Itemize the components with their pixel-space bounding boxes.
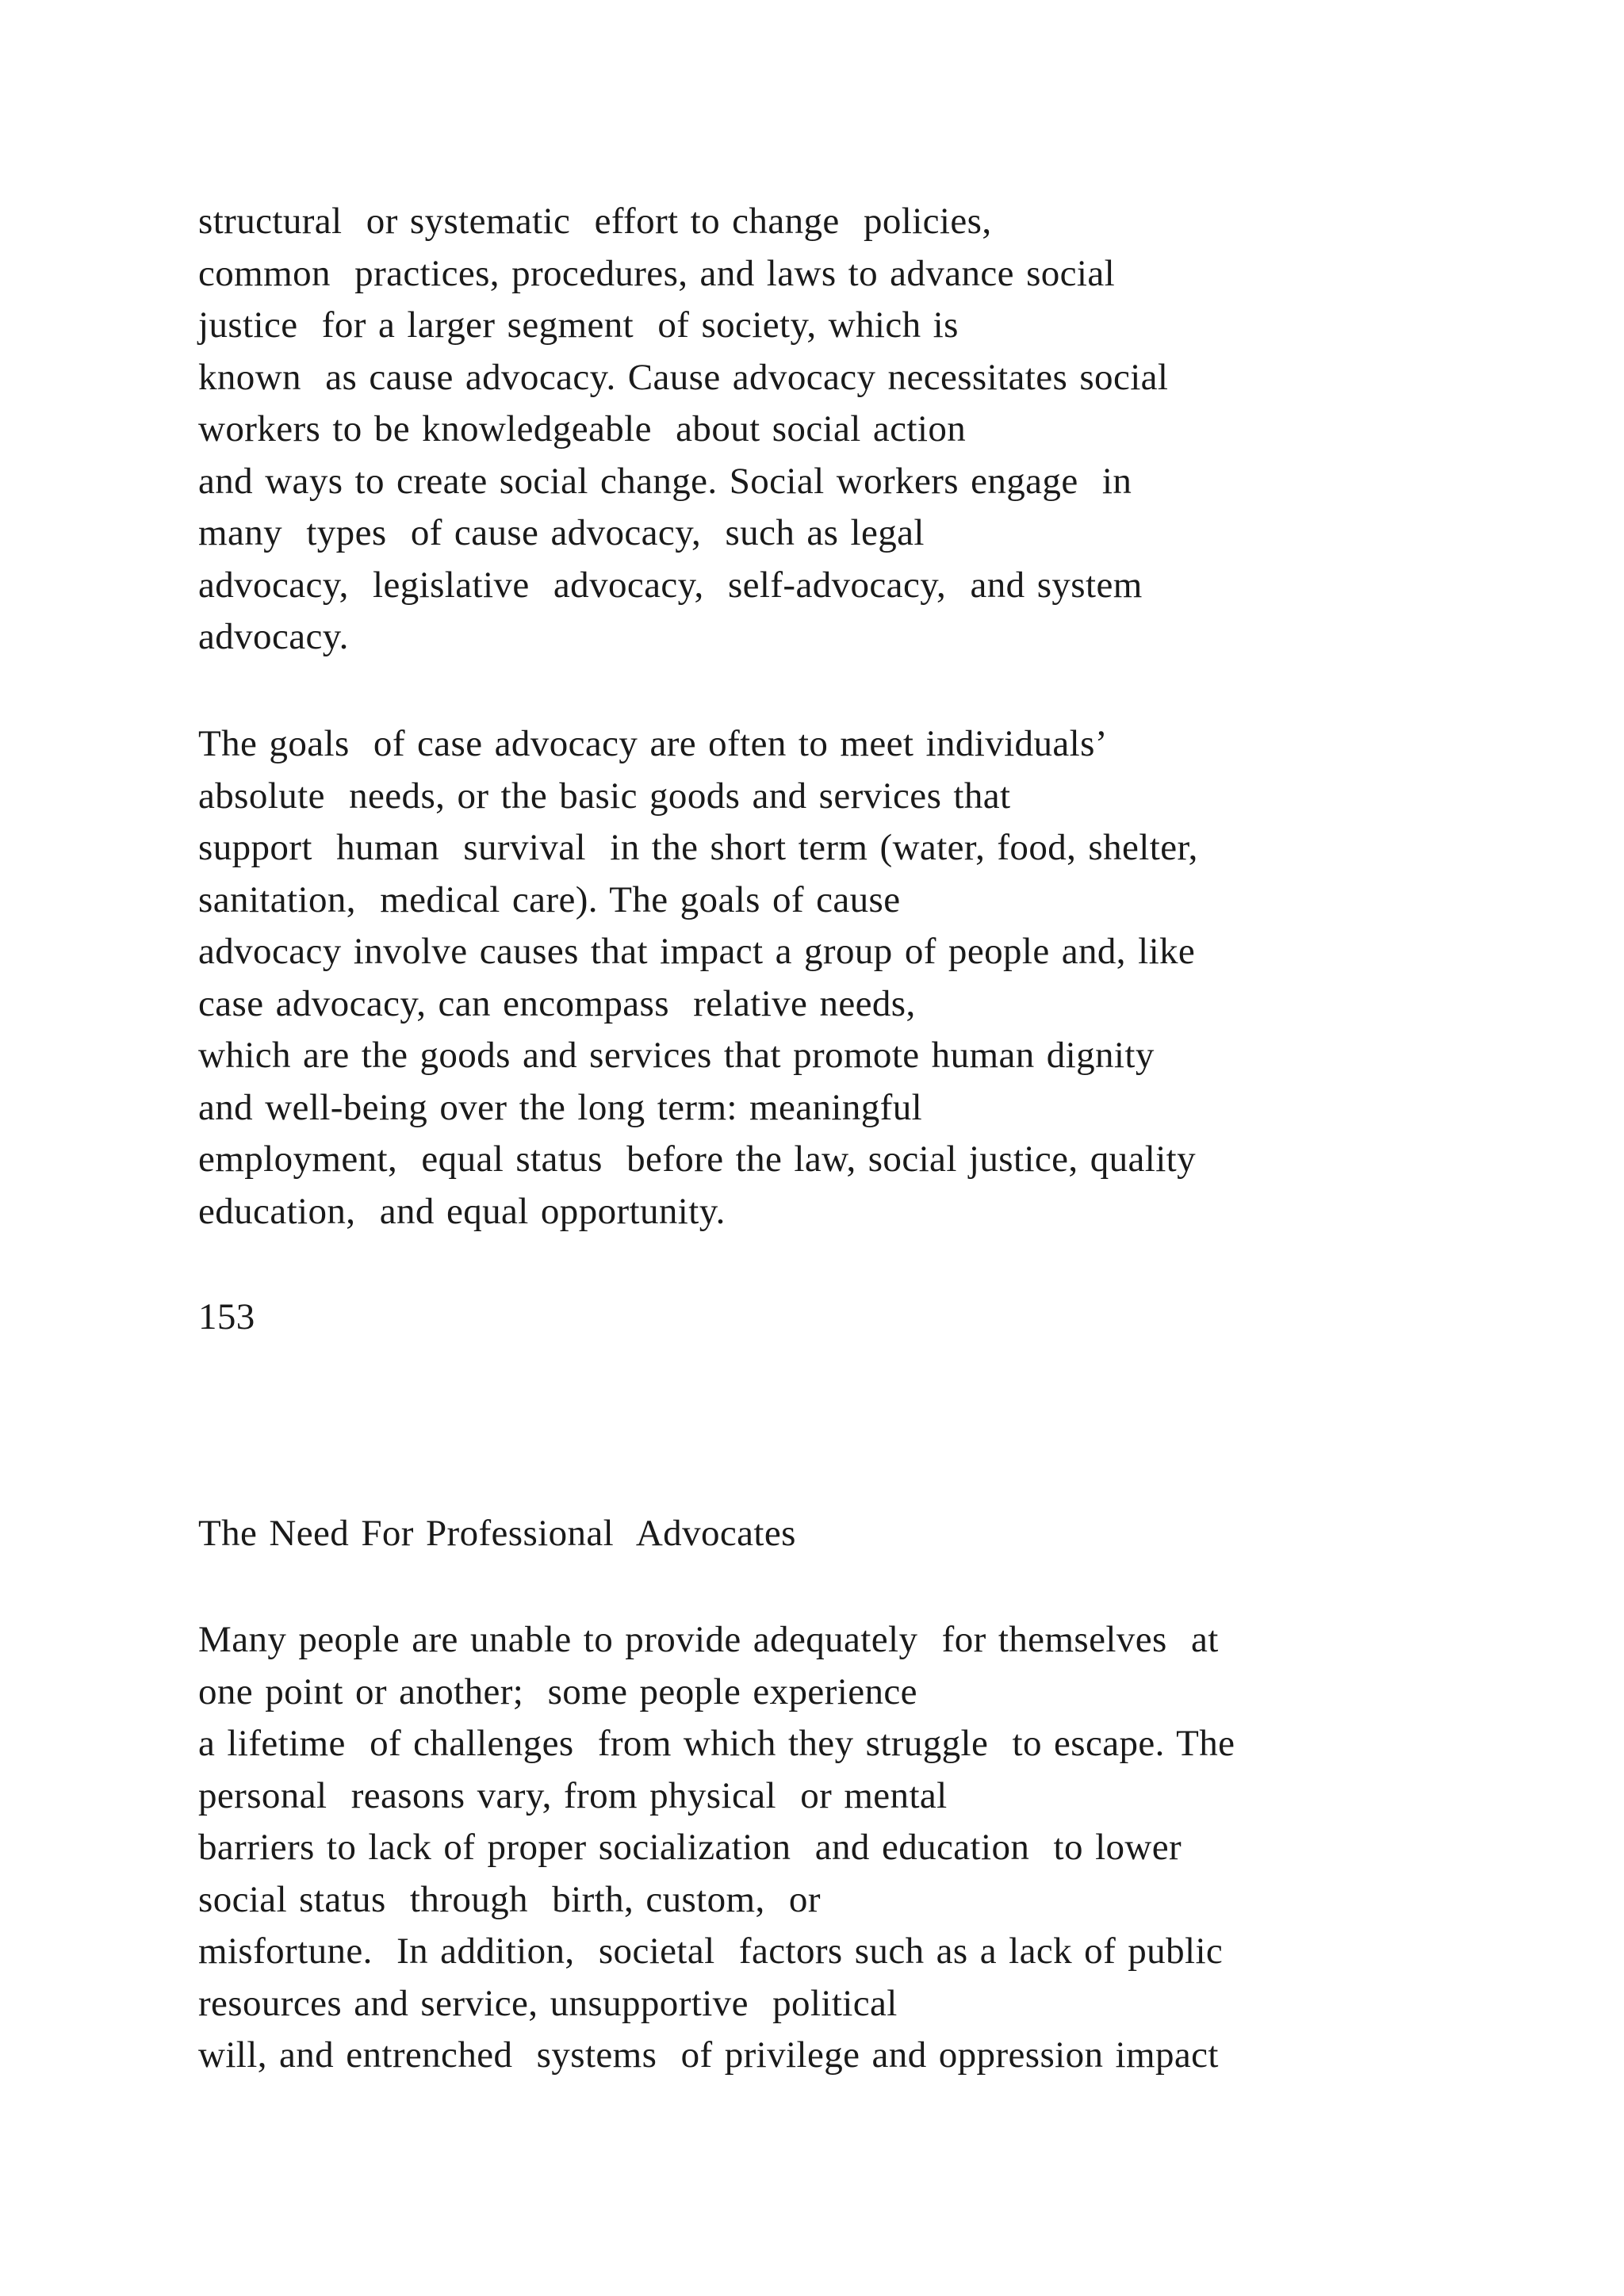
text-line: which are the goods and services that promote human dignity [198, 1035, 1155, 1076]
text-line: barriers to lack of proper socialization and education to lower [198, 1827, 1182, 1868]
text-line: and ways to create social change. Social workers engage in [198, 460, 1132, 502]
text-line: absolute needs, or the basic goods and services that [198, 775, 1011, 817]
text-line: resources and service, unsupportive political [198, 1982, 898, 2024]
text-line: common practices, procedures, and laws to advance social [198, 252, 1116, 294]
text-line: case advocacy, can encompass relative needs, [198, 982, 916, 1024]
text-line: will, and entrenched systems of privilege and oppression impact [198, 2034, 1219, 2076]
text-line: advocacy. [198, 616, 349, 657]
text-line: social status through birth, custom, or [198, 1878, 821, 1920]
text-line: one point or another; some people experience [198, 1670, 917, 1712]
text-line: justice for a larger segment of society, which is [198, 304, 959, 346]
text-line: a lifetime of challenges from which they struggle to escape. The [198, 1723, 1235, 1764]
text-line: advocacy, legislative advocacy, self-advocacy, and system [198, 564, 1143, 606]
text-line: workers to be knowledgeable about social action [198, 408, 967, 450]
text-line: The goals of case advocacy are often to meet individuals’ [198, 723, 1108, 764]
text-line: advocacy involve causes that impact a group of people and, like [198, 931, 1196, 972]
text-line: misfortune. In addition, societal factors such as a lack of public [198, 1931, 1224, 1972]
text-line: support human survival in the short term (water, food, shelter, [198, 827, 1198, 868]
paragraph-need-for-advocates [198, 1614, 1483, 2082]
text-line: sanitation, medical care). The goals of cause [198, 878, 901, 920]
text-line: and well-being over the long term: meaningful [198, 1086, 923, 1128]
text-line: many types of cause advocacy, such as legal [198, 512, 925, 553]
paragraph-cause-advocacy [198, 196, 1483, 664]
paragraph-advocacy-goals [198, 718, 1483, 1238]
text-line: education, and equal opportunity. [198, 1190, 726, 1232]
text-line: structural or systematic effort to change policies, [198, 201, 992, 242]
page-number-text: 153 [198, 1296, 255, 1337]
section-heading-text: The Need For Professional Advocates [198, 1513, 796, 1554]
text-line: employment, equal status before the law, social justice, quality [198, 1138, 1197, 1180]
text-line: personal reasons vary, from physical or mental [198, 1774, 948, 1816]
page-number [198, 1292, 1483, 1344]
text-line: known as cause advocacy. Cause advocacy necessitates social [198, 356, 1169, 398]
section-heading [198, 1508, 1483, 1560]
text-line: Many people are unable to provide adequately for themselves at [198, 1619, 1219, 1660]
